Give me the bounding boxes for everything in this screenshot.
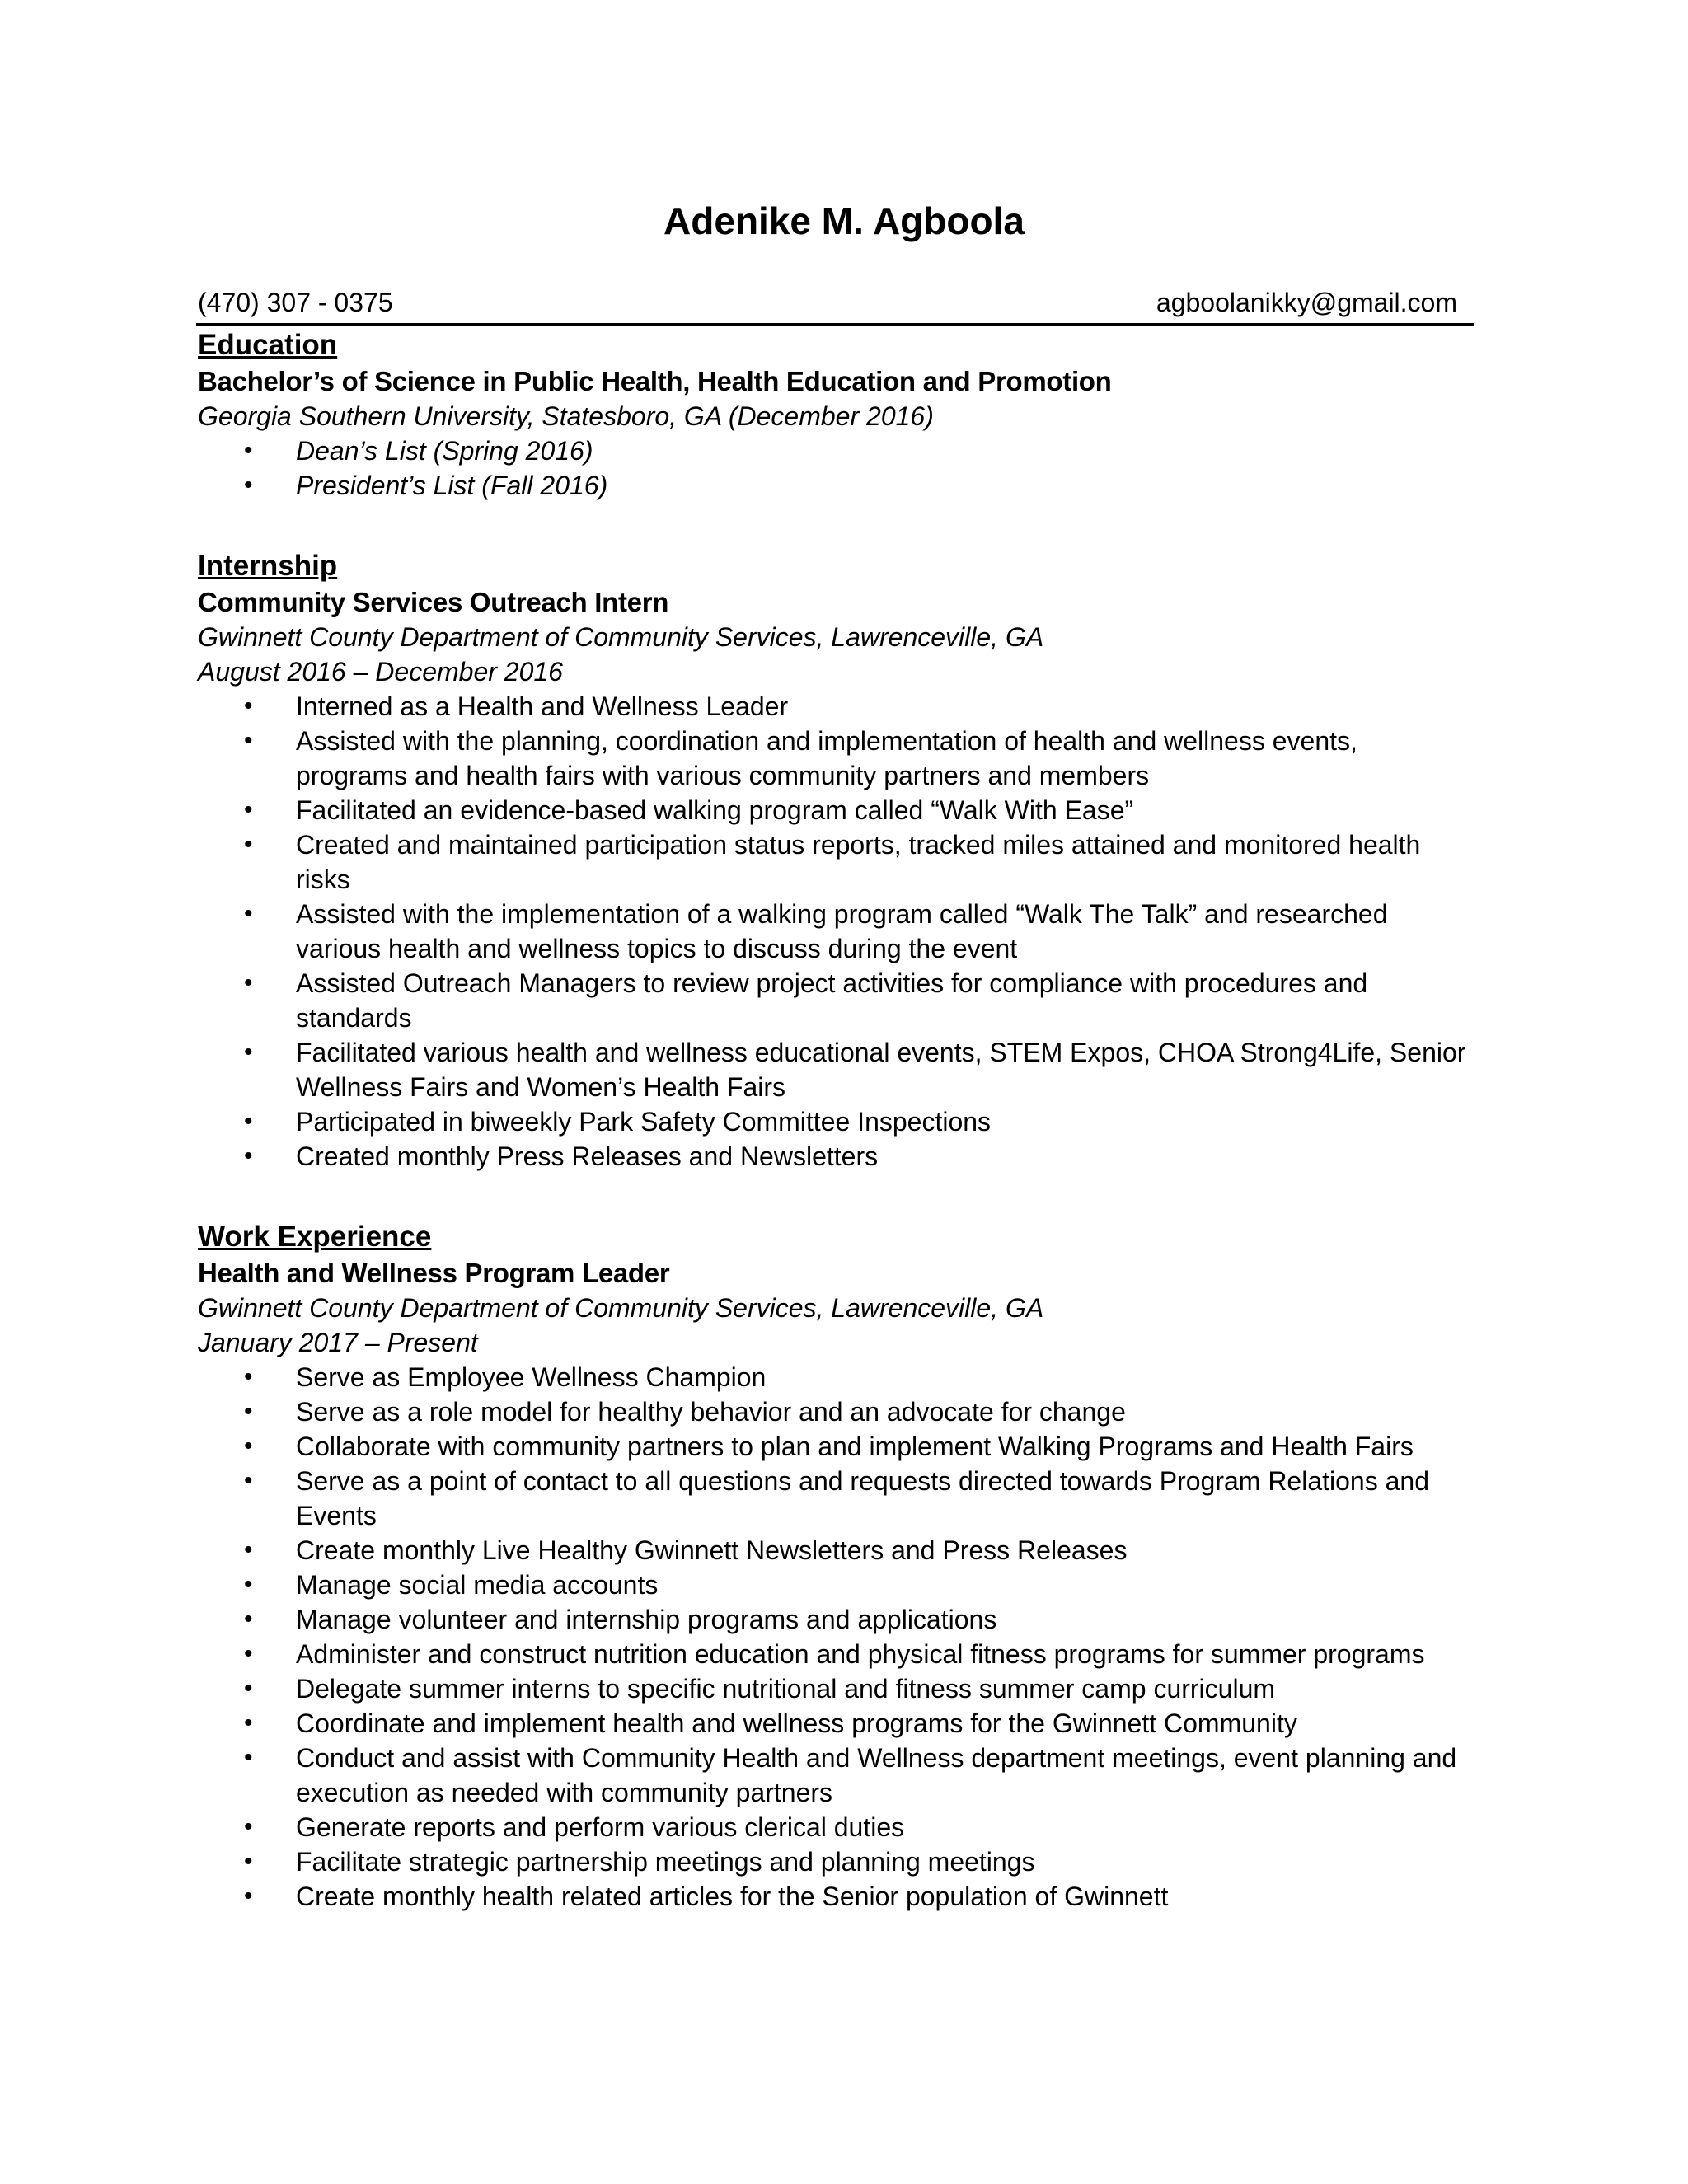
bullet-icon: • [244,1398,253,1425]
candidate-name: Adenike M. Agboola [663,199,1025,242]
contact-bar [196,285,1474,326]
list-item [198,1844,1475,1879]
bullet-text: Facilitate strategic partnership meetings and planning meetings [296,1847,1035,1877]
bullet-icon: • [244,1605,253,1633]
bullet-text: Serve as a role model for healthy behavior and an advocate for change [296,1397,1126,1427]
list-item [198,1879,1475,1914]
honor-text: President’s List (Fall 2016) [296,471,608,500]
internship-heading: Internship [198,550,338,582]
bullet-icon: • [244,471,253,499]
bullet-icon: • [244,1467,253,1494]
honor-text: Dean’s List (Spring 2016) [296,436,593,466]
section-spacer [198,1174,1475,1218]
work-org: Gwinnett County Department of Community Services, Lawrenceville, GA [198,1293,1044,1323]
bullet-icon: • [244,831,253,858]
bullet-icon: • [244,1108,253,1135]
internship-section [198,547,1475,1174]
list-item [198,1741,1475,1810]
list-item [198,1035,1475,1104]
degree-title: Bachelor’s of Science in Public Health, Health Education and Promotion [198,366,1112,396]
bullet-icon: • [244,437,253,464]
list-item [198,827,1475,897]
work-experience-heading: Work Experience [198,1221,432,1253]
list-item [198,1104,1475,1139]
bullet-icon: • [244,692,253,719]
list-item [198,793,1475,827]
bullet-icon: • [244,1432,253,1460]
bullet-text: Generate reports and perform various clerical duties [296,1812,905,1842]
list-item [198,434,1475,468]
email-address: agboolanikky@gmail.com [1156,288,1457,317]
bullet-text: Interned as a Health and Wellness Leader [296,691,789,721]
bullet-text: Manage social media accounts [296,1570,659,1600]
list-item [198,1139,1475,1174]
bullet-text: Delegate summer interns to specific nutritional and fitness summer camp curriculum [296,1674,1276,1704]
bullet-text: Created and maintained participation status reports, tracked miles attained and monitored health risks [296,830,1421,894]
bullet-text: Assisted with the implementation of a walking program called “Walk The Talk” and researched various health and wellness topics to discuss during the event [296,899,1388,963]
list-item [198,1810,1475,1844]
bullet-icon: • [244,1813,253,1840]
bullet-text: Coordinate and implement health and wellness programs for the Gwinnett Community [296,1708,1297,1738]
bullet-icon: • [244,1675,253,1702]
education-section [198,326,1475,503]
section-spacer [198,503,1475,547]
list-item [198,897,1475,966]
list-item [198,724,1475,793]
list-item [198,1602,1475,1637]
bullet-icon: • [244,1536,253,1563]
list-item [198,1706,1475,1741]
bullet-icon: • [244,969,253,996]
list-item [198,1637,1475,1671]
bullet-text: Created monthly Press Releases and Newsletters [296,1141,879,1171]
bullet-icon: • [244,1363,253,1390]
phone-number: (470) 307 - 0375 [198,288,393,317]
list-item [198,1671,1475,1706]
list-item [198,1394,1475,1429]
bullet-icon: • [244,1882,253,1910]
internship-title: Community Services Outreach Intern [198,587,669,617]
school-info: Georgia Southern University, Statesboro, GA (December 2016) [198,401,934,431]
work-dates: January 2017 – Present [198,1328,478,1357]
bullet-text: Conduct and assist with Community Health and Wellness department meetings, event planning and execution as needed with community partners [296,1743,1457,1807]
bullet-icon: • [244,1038,253,1066]
bullet-text: Facilitated an evidence-based walking program called “Walk With Ease” [296,795,1134,825]
bullet-text: Create monthly health related articles for the Senior population of Gwinnett [296,1882,1169,1911]
list-item [198,966,1475,1035]
bullet-text: Participated in biweekly Park Safety Committee Inspections [296,1107,992,1137]
bullet-icon: • [244,796,253,823]
bullet-text: Collaborate with community partners to plan and implement Walking Programs and Health Fairs [296,1432,1414,1461]
bullet-icon: • [244,1640,253,1667]
bullet-text: Facilitated various health and wellness educational events, STEM Expos, CHOA Strong4Life, Senior Wellness Fairs and Women’s Health Fairs [296,1038,1466,1102]
list-item [198,1533,1475,1568]
bullet-icon: • [244,900,253,927]
bullet-icon: • [244,1744,253,1771]
internship-dates: August 2016 – December 2016 [198,657,563,687]
list-item [198,1464,1475,1533]
bullet-text: Administer and construct nutrition education and physical fitness programs for summer programs [296,1639,1425,1669]
work-bullets [198,1360,1475,1914]
list-item [198,1568,1475,1602]
list-item [198,468,1475,503]
bullet-icon: • [244,1709,253,1736]
bullet-text: Assisted Outreach Managers to review project activities for compliance with procedures and standards [296,968,1368,1033]
list-item [198,689,1475,724]
bullet-icon: • [244,1571,253,1598]
bullet-icon: • [244,727,253,754]
bullet-icon: • [244,1142,253,1169]
bullet-text: Serve as a point of contact to all questions and requests directed towards Program Relations and Events [296,1466,1429,1530]
bullet-text: Create monthly Live Healthy Gwinnett Newsletters and Press Releases [296,1535,1128,1565]
work-experience-section [198,1218,1475,1914]
internship-org: Gwinnett County Department of Community Services, Lawrenceville, GA [198,622,1044,652]
bullet-text: Assisted with the planning, coordination and implementation of health and wellness events, programs and health fairs with various community partners and members [296,726,1357,790]
education-heading: Education [198,329,338,361]
list-item [198,1429,1475,1464]
bullet-icon: • [244,1848,253,1875]
bullet-text: Manage volunteer and internship programs and applications [296,1605,997,1634]
honors-list [198,434,1475,503]
bullet-text: Serve as Employee Wellness Champion [296,1362,767,1392]
internship-bullets [198,689,1475,1174]
list-item [198,1360,1475,1394]
resume-content [198,326,1475,1914]
work-title: Health and Wellness Program Leader [198,1258,670,1288]
